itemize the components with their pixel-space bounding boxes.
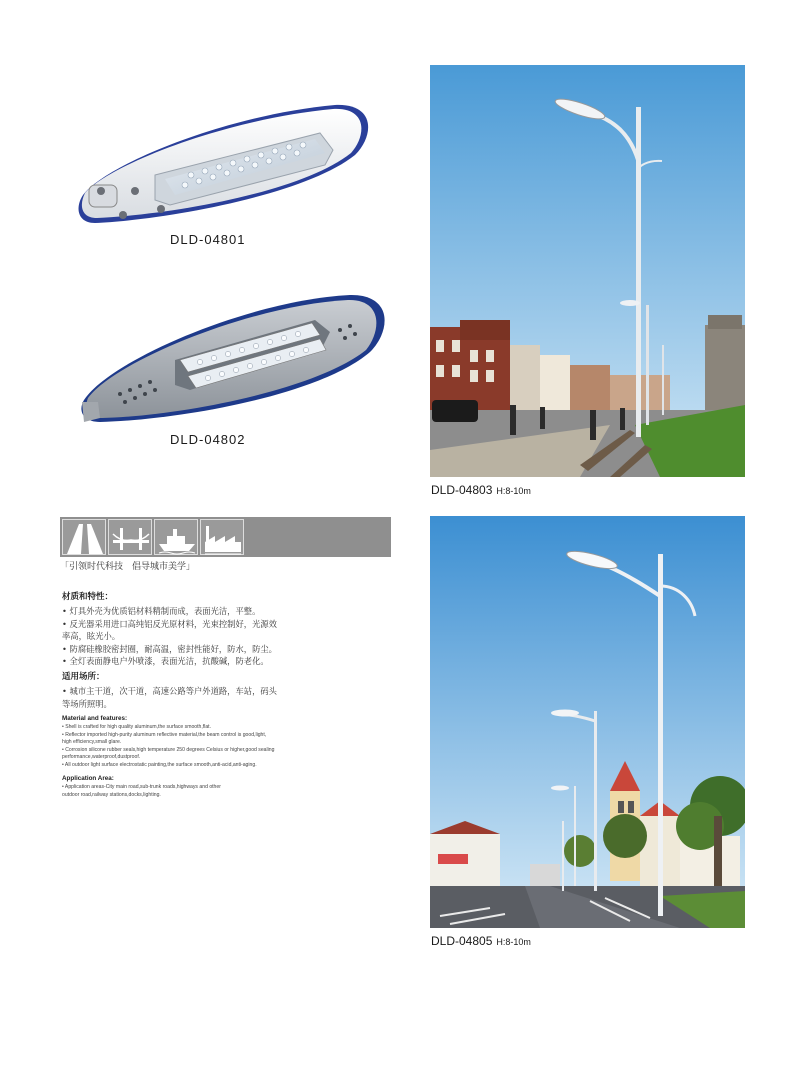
application-en-line: • Application areas-City main road,sub-trunk roads,highways and other <box>62 784 221 790</box>
features-cn-line: • 全灯表面静电户外喷漆，表面光洁，抗酸碱，防老化。 <box>62 656 269 666</box>
features-cn-line: • 灯具外壳为优质铝材料精制而成，表面光洁，平整。 <box>62 606 261 616</box>
photo-height-label: H:8-10m <box>496 937 531 947</box>
model-label-dld-04801: DLD-04801 <box>170 232 246 247</box>
features-en-line: • Corrosion silicone rubber seals,high temperature 250 degrees Celsius or higher,good sealing <box>62 746 275 753</box>
application-cn-line: 等场所照明。 <box>62 698 112 709</box>
application-en-section <box>62 775 327 799</box>
application-en-line: outdoor road,railway stations,docks,lighting. <box>62 791 161 798</box>
features-en-title: Material and features: <box>62 715 128 722</box>
photo-caption-dld-04805 <box>431 934 531 948</box>
port-icon <box>154 519 198 555</box>
features-cn-line: • 防腐硅橡胶密封圈，耐高温，密封性能好，防水，防尘。 <box>62 643 277 654</box>
features-en-line: high efficiency,small glare. <box>62 739 122 746</box>
photo-model-label: DLD-04803 <box>431 483 493 497</box>
photo-height-label: H:8-10m <box>496 486 531 496</box>
features-en-section <box>62 715 327 770</box>
photo-model-label: DLD-04805 <box>431 934 493 948</box>
features-cn-title: 材质和特性： <box>62 592 114 602</box>
application-cn-section <box>62 670 332 710</box>
bridge-icon <box>108 519 152 555</box>
photo-caption-dld-04803 <box>431 483 531 497</box>
features-en-line: • All outdoor light surface electrostatic painting,the surface smooth,anti-acid,anti-aging. <box>62 761 257 768</box>
product-image-dld-04801 <box>75 95 375 229</box>
application-en-title: Application Area: <box>62 775 114 782</box>
factory-icon <box>200 519 244 555</box>
features-en-line: • Shell is crafted for high quality aluminum,the surface smooth,flat. <box>62 724 212 730</box>
application-banner <box>60 517 391 557</box>
features-en-line: performance,waterproof,dustproof. <box>62 754 141 761</box>
slogan-text: 「引领时代科技 倡导城市美学」 <box>60 562 196 572</box>
features-en-line: • Reflector imported high-purity aluminum reflective material,the beam control is good,light, <box>62 731 267 738</box>
features-cn-section <box>62 590 332 668</box>
road-icon <box>62 519 106 555</box>
street-photo-dld-04803 <box>430 65 745 477</box>
application-cn-line: • 城市主干道，次干道，高速公路等户外道路，车站，码头 <box>62 686 277 696</box>
model-label-dld-04802: DLD-04802 <box>170 432 246 447</box>
features-cn-line: • 反光器采用进口高纯铝反光原材料，光束控制好，光源效 <box>62 618 277 629</box>
product-image-dld-04802 <box>80 290 392 429</box>
application-cn-title: 适用场所： <box>62 672 105 682</box>
banner-icon-strip <box>62 519 244 555</box>
street-photo-dld-04805 <box>430 516 745 928</box>
features-cn-line: 率高，眩光小。 <box>62 631 121 641</box>
